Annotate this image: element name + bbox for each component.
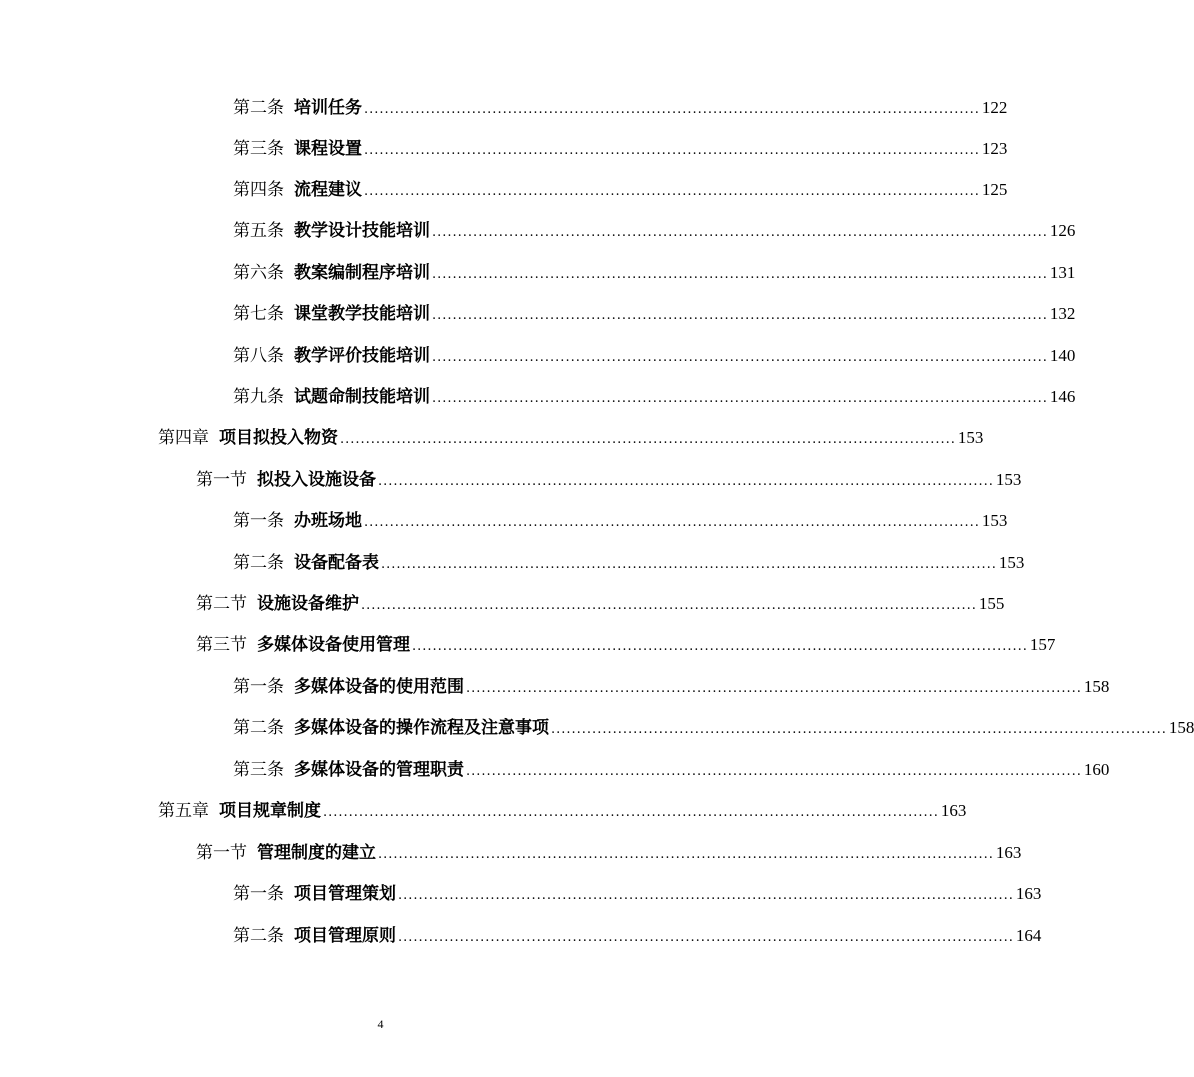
toc-entry-page: 153	[957, 428, 984, 447]
toc-entry-number: 第一条	[233, 884, 284, 904]
toc-entry-number: 第三节	[196, 635, 247, 655]
toc-entry-title: 课程设置	[294, 139, 362, 159]
toc-entry-page: 153	[995, 470, 1022, 489]
dot-leader: ........................................................................................................................	[364, 184, 980, 199]
toc-entry-title: 教学设计技能培训	[294, 221, 430, 241]
toc-entry-title: 设施设备维护	[257, 594, 359, 614]
dot-leader: ........................................................................................................................	[432, 350, 1048, 365]
toc-entry-page: 163	[1015, 884, 1042, 903]
toc-entry-number: 第二条	[233, 98, 284, 118]
toc-entry-title: 拟投入设施设备	[257, 470, 376, 490]
toc-entry-page: 125	[981, 180, 1008, 199]
toc-entry[interactable]	[233, 213, 1076, 243]
toc-entry-page: 158	[1083, 677, 1110, 696]
toc-entry-number: 第四条	[233, 180, 284, 200]
toc-entry-page: 160	[1083, 760, 1110, 779]
toc-entry-title: 多媒体设备使用管理	[257, 635, 410, 655]
toc-entry[interactable]	[233, 669, 1110, 699]
toc-entry-page: 146	[1049, 387, 1076, 406]
dot-leader: ........................................................................................................................	[364, 143, 980, 158]
dot-leader: ........................................................................................................................	[432, 267, 1048, 282]
dot-leader: ........................................................................................................................	[432, 308, 1048, 323]
dot-leader: ........................................................................................................................	[398, 930, 1014, 945]
toc-entry-number: 第一条	[233, 677, 284, 697]
toc-entry-page: 131	[1049, 263, 1076, 282]
toc-entry-number: 第三条	[233, 139, 284, 159]
toc-entry-title: 试题命制技能培训	[294, 387, 430, 407]
toc-section[interactable]	[196, 627, 1056, 657]
dot-leader: ........................................................................................................................	[466, 681, 1082, 696]
toc-section[interactable]	[196, 835, 1022, 865]
toc-entry-title: 多媒体设备的使用范围	[294, 677, 464, 697]
toc-entry-title: 多媒体设备的操作流程及注意事项	[294, 718, 549, 738]
toc-entry-number: 第二节	[196, 594, 247, 614]
toc-entry-page: 123	[981, 139, 1008, 158]
toc-entry[interactable]	[233, 131, 1008, 161]
dot-leader: ........................................................................................................................	[381, 557, 997, 572]
toc-entry[interactable]	[233, 338, 1076, 368]
toc-entry[interactable]	[233, 379, 1076, 409]
toc-entry[interactable]	[233, 710, 1194, 740]
dot-leader: ........................................................................................................................	[551, 722, 1167, 737]
toc-entry[interactable]	[233, 545, 1025, 575]
toc-entry-title: 管理制度的建立	[257, 843, 376, 863]
dot-leader: ........................................................................................................................	[466, 764, 1082, 779]
toc-entry-page: 140	[1049, 346, 1076, 365]
dot-leader: ........................................................................................................................	[364, 515, 980, 530]
toc-entry-page: 122	[981, 98, 1008, 117]
toc-entry-title: 设备配备表	[294, 553, 379, 573]
toc-entry-page: 163	[995, 843, 1022, 862]
toc-entry-title: 多媒体设备的管理职责	[294, 760, 464, 780]
dot-leader: ........................................................................................................................	[378, 847, 994, 862]
toc-entry-page: 153	[998, 553, 1025, 572]
toc-entry-page: 126	[1049, 221, 1076, 240]
toc-entry-number: 第二条	[233, 926, 284, 946]
toc-entry-page: 132	[1049, 304, 1076, 323]
toc-entry-number: 第五章	[158, 801, 209, 821]
toc-entry-number: 第八条	[233, 346, 284, 366]
toc-entry-page: 157	[1029, 635, 1056, 654]
toc-entry-number: 第七条	[233, 304, 284, 324]
toc-chapter[interactable]	[158, 793, 967, 823]
toc-entry-page: 155	[978, 594, 1005, 613]
toc-entry-title: 项目管理策划	[294, 884, 396, 904]
toc-entry-number: 第五条	[233, 221, 284, 241]
toc-entry-number: 第二条	[233, 553, 284, 573]
toc-entry-page: 158	[1168, 718, 1194, 737]
toc-entry[interactable]	[233, 503, 1008, 533]
dot-leader: ........................................................................................................................	[361, 598, 977, 613]
toc-entry-title: 教案编制程序培训	[294, 263, 430, 283]
toc-entry-title: 项目拟投入物资	[219, 428, 338, 448]
dot-leader: ........................................................................................................................	[364, 102, 980, 117]
page-number: 4	[377, 1017, 384, 1031]
dot-leader: ........................................................................................................................	[340, 432, 956, 447]
toc-entry-number: 第三条	[233, 760, 284, 780]
toc-entry[interactable]	[233, 172, 1008, 202]
toc-entry-page: 164	[1015, 926, 1042, 945]
toc-entry-number: 第九条	[233, 387, 284, 407]
toc-entry-number: 第二条	[233, 718, 284, 738]
toc-entry-title: 项目规章制度	[219, 801, 321, 821]
toc-entry[interactable]	[233, 752, 1110, 782]
toc-entry[interactable]	[233, 90, 1008, 120]
toc-entry-number: 第四章	[158, 428, 209, 448]
toc-entry[interactable]	[233, 918, 1042, 948]
toc-entry-number: 第六条	[233, 263, 284, 283]
dot-leader: ........................................................................................................................	[398, 888, 1014, 903]
toc-section[interactable]	[196, 462, 1022, 492]
toc-entry-page: 163	[940, 801, 967, 820]
toc-entry[interactable]	[233, 296, 1076, 326]
toc-entry[interactable]	[233, 876, 1042, 906]
toc-entry-title: 办班场地	[294, 511, 362, 531]
toc-entry-title: 培训任务	[294, 98, 362, 118]
dot-leader: ........................................................................................................................	[378, 474, 994, 489]
dot-leader: ........................................................................................................................	[412, 639, 1028, 654]
dot-leader: ........................................................................................................................	[432, 391, 1048, 406]
toc-entry-number: 第一节	[196, 843, 247, 863]
dot-leader: ........................................................................................................................	[432, 225, 1048, 240]
toc-entry-number: 第一节	[196, 470, 247, 490]
toc-entry-title: 流程建议	[294, 180, 362, 200]
toc-entry-page: 153	[981, 511, 1008, 530]
toc-entry-title: 项目管理原则	[294, 926, 396, 946]
toc-entry[interactable]	[233, 255, 1076, 285]
toc-entry-title: 教学评价技能培训	[294, 346, 430, 366]
dot-leader: ........................................................................................................................	[323, 805, 939, 820]
toc-section[interactable]	[196, 586, 1005, 616]
toc-entry-number: 第一条	[233, 511, 284, 531]
toc-chapter[interactable]	[158, 420, 984, 450]
toc-entry-title: 课堂教学技能培训	[294, 304, 430, 324]
